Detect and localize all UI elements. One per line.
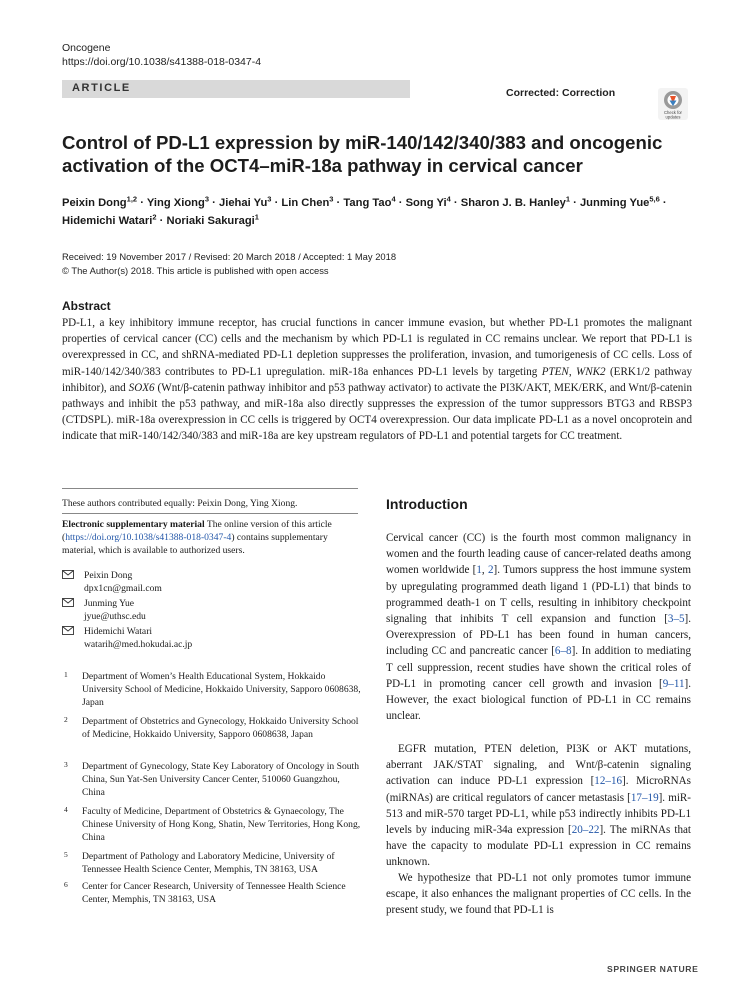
author-name[interactable]: Song Yi$^4$ xyxy=(405,194,451,209)
citation-link[interactable]: 1 xyxy=(476,564,482,577)
citation-link[interactable]: 9–11 xyxy=(662,677,685,690)
supplementary-link[interactable]: https://doi.org/10.1038/s41388-018-0347-4 xyxy=(65,532,232,544)
author-name[interactable]: Noriaki Sakuragi$^1$ xyxy=(166,211,259,227)
correspondence-item xyxy=(62,625,362,653)
intro-paragraph-3: We hypothesize that PD-L1 not only promotes tumor immune escape, it also enhances the malignant properties of CC cells. In the present study, we found that PD-L1 is xyxy=(386,872,691,917)
email-icon xyxy=(62,570,74,579)
affiliation-number: 3 xyxy=(64,760,68,769)
affiliation-text: Center for Cancer Research, University of Tennessee Health Science Center, Memphis, TN 38163, USA xyxy=(82,881,346,906)
crossmark-text-2: updates xyxy=(665,114,681,120)
author-name[interactable]: Ying Xiong$^3$ xyxy=(146,194,210,209)
correspondence-name: Hidemichi Watari xyxy=(84,626,153,637)
author-name[interactable]: Sharon J. B. Hanley$^1$ xyxy=(460,194,570,209)
author-name[interactable]: Jiehai Yu$^3$ xyxy=(218,194,272,209)
email-icon xyxy=(62,626,74,635)
affiliation-text: Department of Obstetrics and Gynecology, Hokkaido University School of Medicine, Hokkaido University, Sapporo 0608638, Japan xyxy=(82,716,359,741)
dates-line: Received: 19 November 2017 / Revised: 20 March 2018 / Accepted: 1 May 2018 xyxy=(62,251,397,262)
article-dates xyxy=(62,250,702,277)
intro-paragraph-2: EGFR mutation, PTEN deletion, PI3K or AKT mutations, aberrant JAK/STAT signaling, and Wnt/β-catenin signaling activation can induce PD-L1 expression [12–16]. MicroRNAs (miRNAs) are critical regulators of cancer metastasis [17–19]. miR-513 and miR-570 target PD-L1, while p53 indirectly inhibits PD-L1 levels by inducing miR-34a expression [20–22]. The miRNAs that have the capacity to modulate PD-L1 expression in CC remains unknown. xyxy=(386,743,692,869)
correspondence-name: Peixin Dong xyxy=(84,570,133,581)
article-title: Control of PD-L1 expression by miR-140/142/340/383 and oncogenic activation of the OCT4–miR-18a pathway in cervical cancer xyxy=(62,132,663,176)
citation-link[interactable]: 6–8 xyxy=(554,645,572,658)
correspondence-name: Junming Yue xyxy=(84,598,135,609)
author-name[interactable]: Hidemichi Watari$^2$ xyxy=(62,211,157,227)
abstract-text: PD-L1, a key inhibitory immune receptor, has crucial functions in cancer immune evasion, but whether PD-L1 promotes the malignant properties of cervical cancer (CC) cells and the mechanism by which PD-L1 is regulated in CC remains unclear. We report that PD-L1 is overexpressed in CC, and shRNA-mediated PD-L1 depletion suppresses the proliferation, invasion, and tumorigenesis of CC cells. Loss of miR-140/142/340/383 contributes to PD-L1 upregulation. miR-18a enhances PD-L1 levels by targeting PTEN, WNK2 (ERK1/2 pathway inhibitor), and SOX6 (Wnt/β-catenin pathway inhibitor and p53 pathway activator) to activate the PI3K/AKT, MEK/ERK, and Wnt/β-catenin pathways and inhibit the p53 pathway, and miR-18a also directly suppresses the expression of the tumor suppressors BTG3 and RBSP3 (CTDSPL). miR-18a overexpression in CC cells is triggered by OCT4 overexpression. Our data implicate PD-L1 as a novel oncoprotein and indicate that miR-140/142/340/383 and miR-18a are key upstream regulators of PD-L1 and potential targets for CC treatment. xyxy=(62,317,693,443)
affiliation-number: 2 xyxy=(64,715,68,724)
affiliation-text: Department of Pathology and Laboratory Medicine, University of Tennessee Health Science Center, Memphis, TN 38163, USA xyxy=(82,851,335,876)
citation-link[interactable]: 2 xyxy=(487,564,494,577)
journal-name: Oncogene xyxy=(62,42,111,54)
correspondence-email[interactable]: jyue@uthsc.edu xyxy=(84,611,146,623)
article-type-bar xyxy=(62,80,410,98)
affiliation-number: 6 xyxy=(64,880,68,889)
affiliation-text: Faculty of Medicine, Department of Obstetrics & Gynaecology, The Chinese University of Hong Kong, Shatin, New Territories, Hong Kong, China xyxy=(82,806,361,844)
corrected-label: Corrected: Correction xyxy=(506,87,616,99)
journal-header xyxy=(62,41,261,69)
citation-link[interactable]: 17–19 xyxy=(630,791,659,804)
affiliation-number: 5 xyxy=(64,850,68,859)
introduction-heading: Introduction xyxy=(386,496,468,512)
article-type-label: ARTICLE xyxy=(72,82,131,94)
email-icon xyxy=(62,598,74,607)
footnote-divider xyxy=(62,488,358,489)
author-name[interactable]: Tang Tao$^4$ xyxy=(343,194,396,209)
author-name[interactable]: Peixin Dong$^{1,2}$ xyxy=(62,194,138,209)
journal-doi[interactable]: https://doi.org/10.1038/s41388-018-0347-4 xyxy=(62,56,262,68)
citation-link[interactable]: 3–5 xyxy=(667,613,685,626)
affiliation-text: Department of Women’s Health Educational System, Hokkaido University School of Medicine, Hokkaido University, Sapporo 0608638, Japan xyxy=(82,671,361,709)
license-line: © The Author(s) 2018. This article is published with open access xyxy=(62,264,329,276)
equal-contribution-note: These authors contributed equally: Peixin Dong, Ying Xiong. xyxy=(62,498,298,509)
citation-link[interactable]: 20–22 xyxy=(571,824,600,837)
footnote-divider xyxy=(62,513,358,514)
correspondence-email[interactable]: dpx1cn@gmail.com xyxy=(84,583,162,595)
affiliation-number: 1 xyxy=(64,670,68,679)
affiliation-number: 4 xyxy=(64,805,68,814)
affiliation-text: Department of Gynecology, State Key Laboratory of Oncology in South China, Sun Yat-Sen University Cancer Center, 510060 Guangzhou, China xyxy=(82,761,359,799)
correspondence-email[interactable]: watarih@med.hokudai.ac.jp xyxy=(84,639,193,651)
crossmark-text-1: Check for xyxy=(664,110,682,115)
correspondence-item xyxy=(62,597,362,625)
citation-link[interactable]: 12–16 xyxy=(594,775,623,788)
publisher-logo: SPRINGER NATURE xyxy=(607,964,699,974)
correspondence-item xyxy=(62,569,362,597)
author-name[interactable]: Lin Chen$^3$ xyxy=(281,194,334,209)
supplementary-note: Electronic supplementary material The online version of this article (https://doi.org/10.1038/s41388-018-0347-4) contains supplementary material, which is available to authorized users. xyxy=(62,519,332,557)
author-list: Peixin Dong$^{1,2}$ · Ying Xiong$^3$ · Jiehai $Yu^3$ · Lin Chen$^3$ · Tang Tao$^4$ · Song $Yi^4$ · Sharon J. B. Hanley$^1$ · Junming Yue$^{5,6}$ · Hidemichi Watari$^2$ · Noriaki Sakuragi$^1$ xyxy=(62,194,667,227)
author-name[interactable]: Junming Yue$^{5,6}$ xyxy=(579,194,660,209)
crossmark-icon[interactable] xyxy=(658,88,688,120)
intro-paragraph-1: Cervical cancer (CC) is the fourth most common malignancy in women and the fourth leading cause of cancer-related deaths among women worldwide [1, 2]. Tumors suppress the host immune system by upregulating programmed death ligand 1 (PD-L1) that binds to programmed death-1 on T cells, resulting in inhibitory checkpoint signaling that inhibits T cell expansion and function [3–5]. Overexpression of PD-L1 has been found in human cancers, including CC and pancreatic cancer [6–8]. In addition to mediating T cell suppression, recent studies have shown the critical roles of PD-L1 in promoting cancer cell growth and invasion [9–11]. However, the exact biological function of PD-L1 in CC remains unclear. xyxy=(386,532,692,723)
abstract-heading: Abstract xyxy=(62,299,111,313)
